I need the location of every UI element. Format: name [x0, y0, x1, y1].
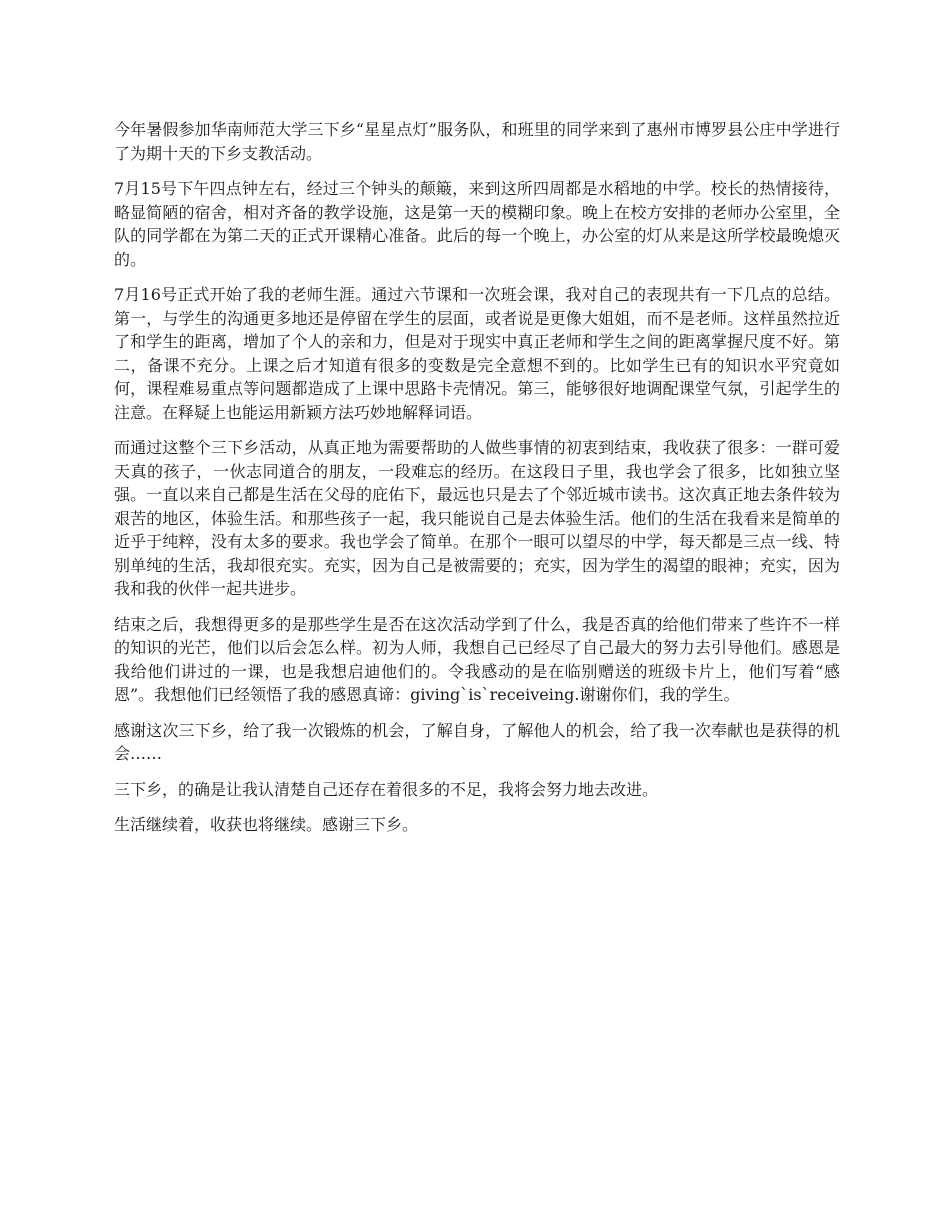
paragraph-thanks: 感谢这次三下乡，给了我一次锻炼的机会，了解自身，了解他人的机会，给了我一次奉献也是获得的机会…… — [114, 720, 840, 763]
paragraph-closing: 生活继续着，收获也将继续。感谢三下乡。 — [114, 815, 419, 834]
paragraph-first-class: 7月16号正式开始了我的老师生涯。通过六节课和一次班会课，我对自己的表现共有一下几点的总结。第一，与学生的沟通更多地还是停留在学生的层面，或者说是更像大姐姐，而不是老师。这样虽然拉近了和学生的距离，增加了个人的亲和力，但是对于现实中真正老师和学生之间的距离掌握尺度不好。第二，备课不充分。上课之后才知道有很多的变数是完全意想不到的。比如学生已有的知识水平究竟如何，课程难易重点等问题都造成了上课中思路卡壳情况。第三，能够很好地调配课堂气氛，引起学生的注意。在释疑上也能运用新颖方法巧妙地解释词语。 — [114, 285, 840, 422]
document-body — [114, 118, 840, 849]
paragraph-shortcomings: 三下乡，的确是让我认清楚自己还存在着很多的不足，我将会努力地去改进。 — [114, 779, 659, 799]
paragraph-arrival: 7月15号下午四点钟左右，经过三个钟头的颠簸，来到这所四周都是水稻地的中学。校长的热情接待，略显简陋的宿舍，相对齐备的教学设施，这是第一天的模糊印象。晚上在校方安排的老师办公室里，全队的同学都在为第二天的正式开课精心准备。此后的每一个晚上，办公室的灯从来是这所学校最晚熄灭的。 — [114, 179, 840, 269]
paragraph-reflection: 结束之后，我想得更多的是那些学生是否在这次活动学到了什么，我是否真的给他们带来了些许不一样的知识的光芒，他们以后会怎么样。初为人师，我想自己已经尽了自己最大的努力去引导他们。感恩是我给他们讲过的一课，也是我想启迪他们的。令我感动的是在临别赠送的班级卡片上，他们写着“感恩”。我想他们已经领悟了我的感恩真谛：giving`is`receiveing.谢谢你们，我的学生。 — [114, 614, 840, 704]
paragraph-intro: 今年暑假参加华南师范大学三下乡“星星点灯”服务队，和班里的同学来到了惠州市博罗县公庄中学进行了为期十天的下乡支教活动。 — [114, 120, 840, 163]
paragraph-gains: 而通过这整个三下乡活动，从真正地为需要帮助的人做些事情的初衷到结束，我收获了很多：一群可爱天真的孩子，一伙志同道合的朋友，一段难忘的经历。在这段日子里，我也学会了很多，比如独立坚强。一直以来自己都是生活在父母的庇佑下，最远也只是去了个邻近城市读书。这次真正地去条件较为艰苦的地区，体验生活。和那些孩子一起，我只能说自己是去体验生活。他们的生活在我看来是简单的近乎于纯粹，没有太多的要求。我也学会了简单。在那个一眼可以望尽的中学，每天都是三点一线、特别单纯的生活，我却很充实。充实，因为自己是被需要的；充实，因为学生的渴望的眼神；充实，因为我和我的伙伴一起共进步。 — [114, 438, 840, 598]
